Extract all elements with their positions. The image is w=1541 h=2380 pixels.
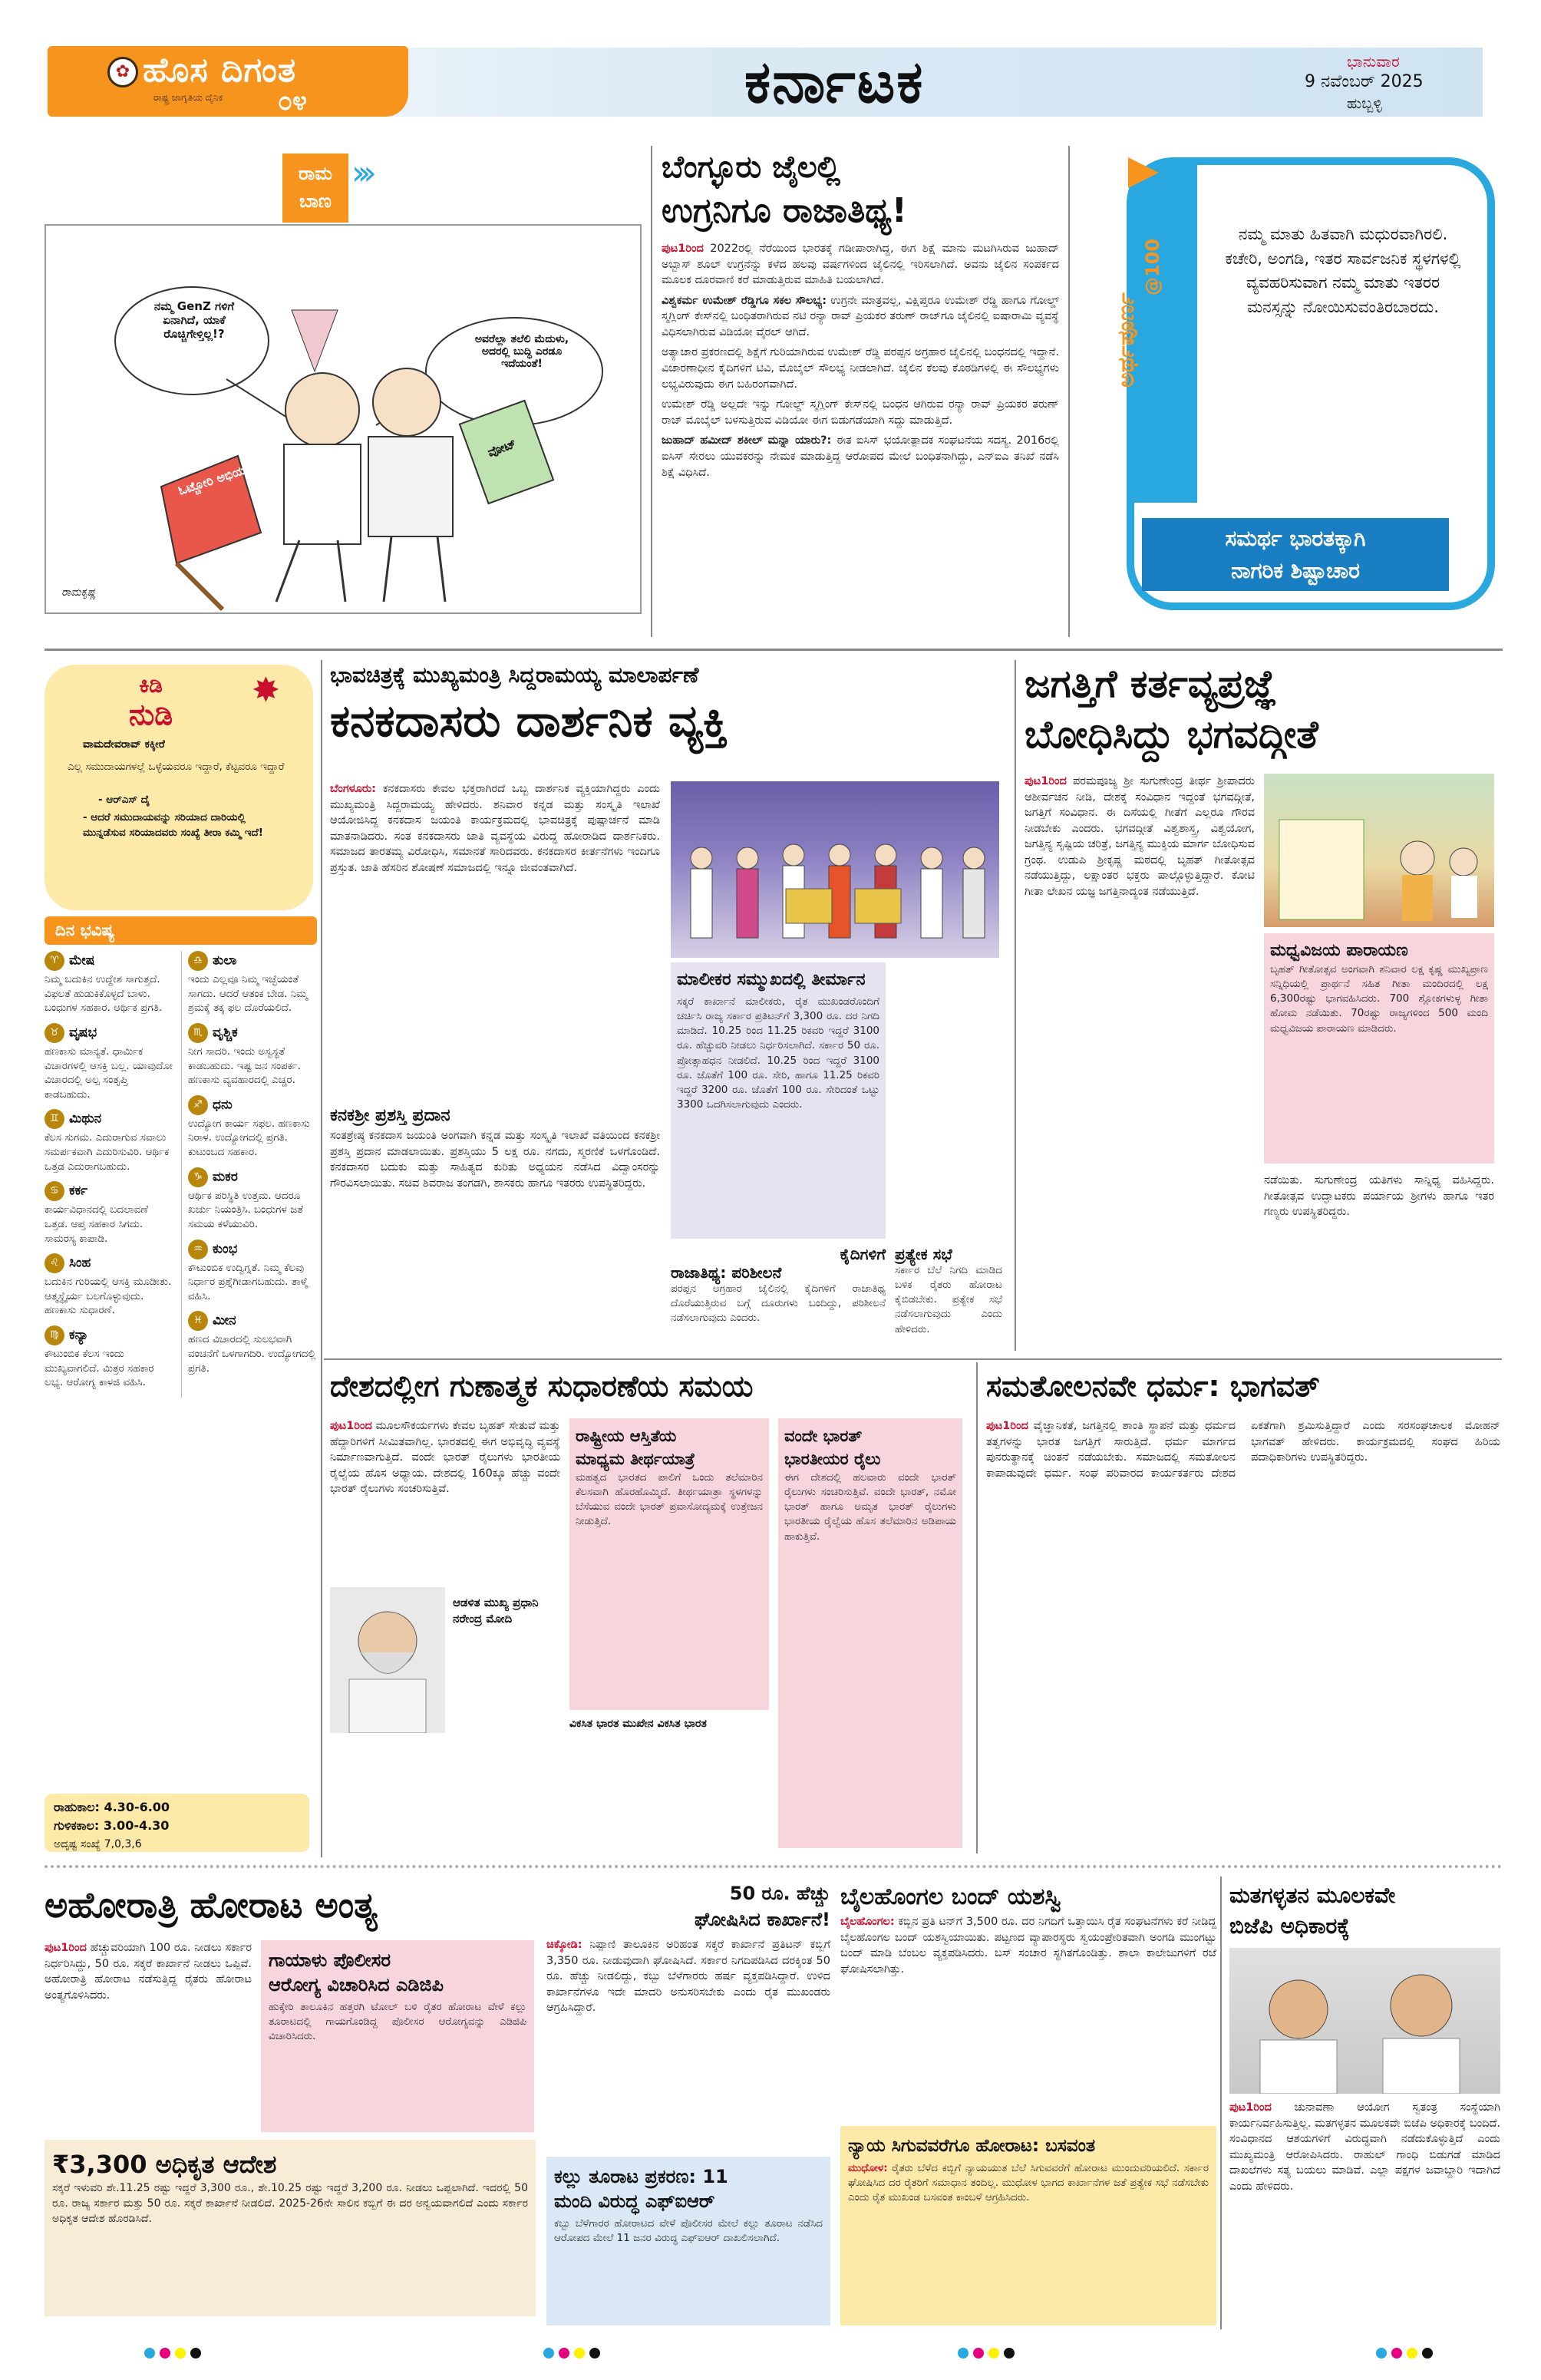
horoscope-entry (188, 951, 317, 1015)
madhwa-body: ಬೃಹತ್ ಗೀತೋತ್ಸವ ಅಂಗವಾಗಿ ಶನಿವಾರ ಲಕ್ಷ ಕೃಷ್ಣ ಮುಖ್ಯಪ್ರಾಣ ಸನ್ನಿಧಿಯಲ್ಲಿ ಪ್ರಾರ್ಥನೆ ಸಹಿತ ಗೀತಾ ಮಂದಿರದಲ್ಲಿ ಲಕ್ಷ 6,300ರಷ್ಟು ಭಾಗವಹಿಸಿದರು. 700 ಶ್ಲೋಕಗಳುಳ್ಳ ಗೀತಾ ಹೋಮ ನಡೆಯಿತು. 70ರಷ್ಟು ರಾಜ್ಯಗಳಿಂದ 500 ಮಂದಿ ಮಧ್ವವಿಜಯ ಪಾರಾಯಣ ಮಾಡಿದರು. (1270, 963, 1488, 1035)
gita-body (1025, 774, 1255, 905)
zodiac-name: ಮಕರ (213, 1169, 238, 1185)
samatolana-body (986, 1418, 1500, 1481)
registration-marks-right (1374, 2347, 1435, 2362)
gita-body-text: ಪರಮಪೂಜ್ಯ ಶ್ರೀ ಸುಗುಣೇಂದ್ರ ತೀರ್ಥ ಶ್ರೀಪಾದರು ಆಶೀರ್ವಚನ ನೀಡಿ, ದೇಶಕ್ಕೆ ಸಂವಿಧಾನ ಇದ್ದಂತೆ ಭಗವದ್ಗೀತೆ, ಜಗತ್ತಿಗೆ ಸಂವಿಧಾನ. ಈ ದಿಸೆಯಲ್ಲಿ ಗೀತೆಗೆ ಎಲ್ಲರೂ ಗೌರವ ನೀಡಬೇಕು ಎಂದರು. ಭಗವದ್ಗೀತೆ ವಿಶ್ವಶಾಸ್ತ್ರ, ವಿಶ್ವಯೋಗ, ಜಗತ್ತಿನ್ಯ ಸೃಷ್ಟಿಯ ಚರಿತ್ರೆ, ಜಗತ್ತಿನ್ಯ ಮುಕ್ತಿಯ ಮಾರ್ಗ ಬೋಧಿಸುವ ಗ್ರಂಥ. ಉಡುಪಿ ಶ್ರೀಕೃಷ್ಣ ಮಠದಲ್ಲಿ ಬೃಹತ್ ಗೀತೋತ್ಸವ ನಡೆಯುತ್ತಿದ್ದು, ಲಕ್ಷಾಂತರ ಭಕ್ತರು ಪಾಲ್ಗೊಳ್ಳುತ್ತಿದ್ದಾರೆ. ಕೋಟಿ ಗೀತಾ ಲೇಖನ ಯಜ್ಞ ಜಗತ್ತಿನಾದ್ಯಂತ ನಡೆಯುತ್ತಿದೆ. (1025, 775, 1255, 899)
gulikakala: ಗುಳಿಕಕಾಲ: 3.00-4.30 (54, 1818, 170, 1833)
kanakadasa-kicker: ಭಾವಚಿತ್ರಕ್ಕೆ ಮುಖ್ಯಮಂತ್ರಿ ಸಿದ್ದರಾಮಯ್ಯ ಮಾಲಾರ್ಪಣೆ (330, 662, 699, 688)
ad-banner (1142, 518, 1449, 591)
kidi-item-3: - ಆದರೆ ಸಮುದಾಯವನ್ನು ಸರಿಯಾದ ದಾರಿಯಲ್ಲಿ ಮುನ್ನಡೆಸುವ ಸರಿಯಾದವರು ಸಂಖ್ಯೆ ತೀರಾ ಕಮ್ಮಿ ಇದೆ! (83, 811, 263, 839)
horoscope-entry (188, 1311, 317, 1375)
ahoratri-headline: ಅಹೋರಾತ್ರಿ ಹೋರಾಟ ಅಂತ್ಯ (45, 1884, 378, 1926)
factory-headline-1: 50 ರೂ. ಹೆಚ್ಚು (729, 1883, 830, 1904)
factory-body (546, 1937, 830, 2016)
sabha-body: ಸರ್ಕಾರ ಬೆಲೆ ನಿಗದಿ ಮಾಡಿದ ಬಳಿಕ ರೈತರು ಹೋರಾಟ ಕೈಬಿಡಬೇಕು. ಪ್ರತ್ಯೇಕ ಸಭೆ ನಡೆಸಲಾಗುವುದು ಎಂದು ಹೇಳಿದರು. (895, 1264, 1002, 1335)
temple-photo (1264, 774, 1494, 927)
zodiac-name: ಮೀನ (213, 1312, 236, 1329)
samatolana-dateline: ಪುಟ1ರಿಂದ (986, 1420, 1028, 1432)
national-pilgrimage-box (569, 1418, 769, 1710)
zodiac-prediction: ಬದುಕಿನ ಗುರಿಯಲ್ಲಿ ಆಸಕ್ತಿ ಮೂಡೀತು. ಆತ್ಮಸ್ಥೈರ್ಯ ಬಲಗೊಳ್ಳುವುದು. ಹಣಕಾಸು ಸುಧಾರಣೆ. (45, 1276, 172, 1317)
rama-bana-line2: ಬಾಣ (299, 190, 332, 212)
kaidi-title-1: ಕೈದಿಗಳಿಗೆ (840, 1245, 886, 1263)
kidi-nudi-box (45, 665, 313, 910)
ahoratri-body (45, 1940, 252, 2008)
kidi-title-1: ಕಿಡಿ (139, 672, 163, 698)
zodiac-name: ಕುಂಭ (213, 1241, 238, 1256)
jail-headline-2: ಉಗ್ರನಿಗೂ ರಾಜಾತಿಥ್ಯ! (662, 191, 907, 230)
pilgrimage-body: ಮಹತ್ವದ ಭಾರತದ ಪಾಲಿಗೆ ಒಂದು ತಲೆಮಾರಿನ ಕೆಲಸವಾಗಿ ಹೊರಹೊಮ್ಮಿದೆ. ತೀರ್ಥಯಾತ್ರಾ ಸ್ಥಳಗಳನ್ನು ಬೆಸೆಯುವ ವಂದೇ ಭಾರತ್ ಪ್ರವಾಸೋದ್ಯಮಕ್ಕೆ ಉತ್ತೇಜನ ನೀಡುತ್ತಿದೆ. (576, 1471, 763, 1528)
matagallatana-headline-2: ಬಿಜೆಪಿ ಅಧಿಕಾರಕ್ಕೆ (1229, 1913, 1350, 1939)
reform-headline: ದೇಶದಲ್ಲೀಗ ಗುಣಾತ್ಮಕ ಸುಧಾರಣೆಯ ಸಮಯ (330, 1369, 754, 1403)
divider (321, 660, 322, 1857)
cartoon-box-text: ವೋಟ್ (485, 436, 519, 460)
logo-text: ಹೊಸ ದಿಗಂತ (143, 51, 297, 90)
zodiac-prediction: ಇಂದು ಎಲ್ಲವೂ ನಿಮ್ಮ ಇಚ್ಛೆಯಂತೆ ಸಾಗದು. ಆದರೆ ಆತಂಕ ಬೇಡ. ನಿಮ್ಮ ಶ್ರಮಕ್ಕೆ ತಕ್ಕ ಫಲ ದೊರೆಯಲಿದೆ. (188, 973, 308, 1015)
reform-body-text: ಮೂಲಸೌಕರ್ಯಗಳು ಕೇವಲ ಬೃಹತ್ ಸೇತುವೆ ಮತ್ತು ಹೆದ್ದಾರಿಗಳಿಗೆ ಸೀಮಿತವಾಗಿಲ್ಲ. ಭಾರತದಲ್ಲಿ ಈಗ ಅಭಿವೃದ್ಧಿ ವ್ಯವಸ್ಥೆ ನಿರ್ಮಾಣವಾಗುತ್ತಿದೆ. ವಂದೇ ಭಾರತ್ ರೈಲುಗಳು ಭಾರತೀಯ ರೈಲ್ವೆಯ ಹೊಸ ಅಧ್ಯಾಯ. ದೇಶದಲ್ಲಿ 160ಕ್ಕೂ ಹೆಚ್ಚು ವಂದೇ ಭಾರತ್ ರೈಲುಗಳು ಸಂಚರಿಸುತ್ತಿವೆ. (330, 1420, 561, 1496)
horoscope-entry (188, 1240, 317, 1304)
jail-body-5: ಈತ ಐಸಿಸ್ ಭಯೋತ್ಪಾದಕ ಸಂಘಟನೆಯ ಸದಸ್ಯ. 2016ರಲ್ಲಿ ಐಸಿಸ್ ಸೇರಲು ಯುವಕರನ್ನು ನೇಮಕ ಮಾಡುತ್ತಿದ್ದ ಆರೋಪದ ಮೇಲೆ ಬಂಧಿತನಾಗಿದ್ದು, ಎನ್‌ಐಎ ತನಿಖೆ ನಡೆಸಿ ಶಿಕ್ಷೆ ವಿಧಿಸಿದೆ. (662, 434, 1059, 479)
ahoratri-dateline: ಪುಟ1ರಿಂದ (45, 1942, 87, 1954)
factory-story (546, 1880, 830, 2326)
divider (45, 649, 1503, 651)
matagallatana-dateline: ಪುಟ1ರಿಂದ (1229, 2101, 1272, 2114)
kaidi-box (671, 1245, 886, 1325)
zodiac-prediction: ಹಣದ ವಿಚಾರದಲ್ಲಿ ಸುಲಭವಾಗಿ ವಂಚನೆಗೆ ಒಳಗಾಗದಿರಿ. ಉದ್ಯೋಗದಲ್ಲಿ ಪ್ರಗತಿ. (188, 1333, 316, 1375)
adgp-box (261, 1940, 534, 2132)
matagallatana-story (1229, 1880, 1500, 2326)
spark-icon: ✸ (252, 671, 280, 710)
zodiac-name: ಮೇಷ (69, 952, 95, 969)
cartoon-bubble-right: ಅವರೆಲ್ಲಾ ತಲೆಲಿ ಮೆದುಳು, ಅದರಲ್ಲಿ ಬುದ್ಧಿ ಎರಡೂ ಇದೆಯಂತೆ! (474, 333, 569, 370)
horoscope-entry (45, 1109, 173, 1173)
gita-body-2: ನಡೆಯಿತು. ಸುಗುಣೇಂದ್ರ ಯತಿಗಳು ಸಾನ್ನಿಧ್ಯ ವಹಿಸಿದ್ದರು. ಗೀತೋತ್ಸವ ಉದ್ಘಾಟಕರು ಪರ್ಯಾಯ ಶ್ರೀಗಳು ಹಾಗೂ ಇತರ ಗಣ್ಯರು ಉಪಸ್ಥಿತರಿದ್ದರು. (1264, 1174, 1494, 1219)
zodiac-name: ಮಿಥುನ (69, 1111, 102, 1127)
horoscope (45, 916, 317, 1860)
horoscope-entry (188, 1167, 317, 1232)
matagallatana-body (1229, 2100, 1500, 2194)
ahoratri-story (45, 1880, 536, 2326)
modi-photo (330, 1587, 445, 1733)
zodiac-name: ಸಿಂಹ (69, 1255, 91, 1271)
gita-story (1025, 659, 1500, 1349)
modi-photo-caption: ಆಡಳಿತ ಮುಖ್ಯ ಪ್ರಧಾನಿ ನರೇಂದ್ರ ಮೋದಿ (453, 1596, 539, 1626)
jail-body-1: 2022ರಲ್ಲಿ ನೆರೆಯಿಂದ ಭಾರತಕ್ಕೆ ಗಡೀಪಾರಾಗಿದ್ದ, ಈಗ ಶಿಕ್ಷೆ ಮಾನು ಮಟಗಿಸಿರುವ ಜುಹಾದ್ ಅಬ್ಬಾಸ್ ಶೂಲ್ ಉಗ್ರನೆನ್ನು ಕಳೆದ ಹಲವು ವರ್ಷಗಳಿಂದ ಜೈಲಿನಲ್ಲಿ ಇರಿಸಲಾಗಿದೆ. ಅವನು ಜೈಲಿನ ಸಂಪರ್ಕದ ಮೂಲಕ ದೂರವಾಣಿ ಕರೆ ಮಾಡುತ್ತಿರುವ ಮಾಹಿತಿ ಬಯಲಾಗಿದೆ. (662, 243, 1060, 287)
nyaya-body-text: ರೈತರು ಬೆಳೆದ ಕಬ್ಬಿಗೆ ನ್ಯಾಯಯುತ ಬೆಲೆ ಸಿಗುವವರೆಗೆ ಹೋರಾಟ ಮುಂದುವರಿಯಲಿದೆ. ಸರ್ಕಾರ ಘೋಷಿಸಿದ ದರ ರೈತರಿಗೆ ಸಮಾಧಾನ ತಂದಿಲ್ಲ. ಮುಧೋಳ ಭಾಗದ ಕಾರ್ಖಾನೆಗಳ ಜತೆ ಪ್ರತ್ಯೇಕ ಸಭೆ ನಡೆಸಬೇಕು ಎಂದು ರೈತ ಮುಖಂಡ ಬಸವಂತ ಕಾಂಬಳೆ ಆಗ್ರಹಿಸಿದರು. (848, 2162, 1209, 2204)
bailhongal-body (840, 1914, 1216, 1977)
jail-dateline: ಪುಟ1ರಿಂದ (662, 243, 704, 255)
zodiac-prediction: ಕೌಟುಂಬಿಕ ಕೆಲಸ ಇಂದು ಮುಖ್ಯವಾಗಲಿದೆ. ಮಿತ್ರರ ಸಹಕಾರ ಲಭ್ಯ. ಆರೋಗ್ಯ ಕಾಳಜಿ ವಹಿಸಿ. (45, 1348, 154, 1389)
horoscope-entry (45, 1253, 173, 1318)
bailhongal-story (840, 1880, 1216, 2326)
jail-sub-1: ವಿಶ್ವಕರ್ಮ ಉಮೇಶ್ ರೆಡ್ಡಿಗೂ ಸಕಲ ಸೌಲಭ್ಯ: (662, 294, 827, 307)
issue-date: 9 ನವೆಂಬರ್ 2025 (1305, 72, 1424, 91)
zodiac-prediction: ಹಣಕಾಸು ಮಾನ್ಯತೆ. ಧಾರ್ಮಿಕ ವಿಚಾರಗಳಲ್ಲಿ ಆಸಕ್ತಿ ಬಲ್ಲ. ಯಾವುದೋ ವಿಚಾರದಲ್ಲಿ ಅಲ್ಪ ಸಂತೃಪ್ತಿ ಕಾಡಬಹುದು. (45, 1045, 173, 1101)
factory-dateline: ಚಿಕ್ಕೋಡಿ: (546, 1939, 582, 1951)
jail-sub-2: ಜುಹಾದ್ ಹಮೀದ್ ಶಕೀಲ್ ಮನ್ನಾ ಯಾರು?: (662, 434, 832, 447)
kanakadasa-dateline: ಬೆಂಗಳೂರು: (330, 783, 376, 795)
reform-body (330, 1418, 560, 1502)
vande-bharat-title-2: ಭಾರತೀಯರ ರೈಲು (784, 1450, 881, 1468)
fir-box (546, 2157, 830, 2326)
jail-story (662, 146, 1059, 637)
zodiac-icon: ♈ (45, 951, 64, 971)
saffron-flag-icon (1128, 157, 1159, 188)
zodiac-prediction: ನೀಗ ಸಾದರಿ. ಇಂದು ಅಸ್ವಸ್ಥತೆ ಕಾಡಬಹುದು. ಇಷ್ಟ ಜನ ಸಂಪರ್ಕ. ಹಣಕಾಸು ವ್ಯವಹಾರದಲ್ಲಿ ಎಚ್ಚರ. (188, 1045, 302, 1087)
lucky-numbers: ಅದೃಷ್ಟ ಸಂಖ್ಯೆ 7,0,3,6 (54, 1838, 142, 1850)
zodiac-name: ವೃಷಭ (69, 1025, 97, 1041)
sugarcane-box-title: ಮಾಲೀಕರ ಸಮ್ಮುಖದಲ್ಲಿ ತೀರ್ಮಾನ (677, 970, 866, 989)
portrait-photo (330, 1587, 445, 1733)
cartoon-placard-text: ಓಟ್ಚೋರಿ ಅಭಿಯಾನ (176, 459, 258, 498)
samatolana-headline: ಸಮತೋಲನವೇ ಧರ್ಮ: ಭಾಗವತ್ (986, 1369, 1320, 1403)
fir-body: ಕಬ್ಬು ಬೆಳೆಗಾರರ ಹೋರಾಟದ ವೇಳೆ ಪೊಲೀಸರ ಮೇಲೆ ಕಲ್ಲು ತೂರಾಟ ನಡೆಸಿದ ಆರೋಪದ ಮೇಲೆ 11 ಜನರ ವಿರುದ್ಧ ಎಫ್‌ಐಆರ್ ದಾಖಲಿಸಲಾಗಿದೆ. (554, 2217, 823, 2245)
vikasit-bharat-sub: ವಿಕಸಿತ ಭಾರತ ಮುಖೇನ ವಿಕಸಿತ ಭಾರತ (569, 1718, 707, 1730)
divider (976, 1362, 978, 1853)
rahukala-box (45, 1794, 309, 1852)
kanakadasa-body-text: ಕನಕದಾಸರು ಕೇವಲ ಭಕ್ತರಾಗಿರದೆ ಒಬ್ಬ ದಾರ್ಶನಿಕ ವ್ಯಕ್ತಿಯಾಗಿದ್ದರು ಎಂದು ಮುಖ್ಯಮಂತ್ರಿ ಸಿದ್ದರಾಮಯ್ಯ ಹೇಳಿದರು. ಶನಿವಾರ ಕನ್ನಡ ಮತ್ತು ಸಂಸ್ಕೃತಿ ಇಲಾಖೆ ಆಯೋಜಿಸಿದ್ದ ಕನಕದಾಸ ಜಯಂತಿ ಕಾರ್ಯಕ್ರಮದಲ್ಲಿ ಭಾವಚಿತ್ರಕ್ಕೆ ಪುಷ್ಪಾರ್ಚನೆ ಮಾಡಿ ಮಾತನಾಡಿದರು. ಸಂತ ಕನಕದಾಸರು ಜಾತಿ ವ್ಯವಸ್ಥೆಯ ವಿರುದ್ಧ ಹೋರಾಡಿದ ದಾರ್ಶನಿಕರು. ಸಮಾಜದ ತಾರತಮ್ಯ ವಿರೋಧಿಸಿ, ಸಮಾನತೆ ಸಾರಿದವರು. ಕನಕದಾಸರ ಕೀರ್ತನೆಗಳು ಇಂದಿಗೂ ಪ್ರಸ್ತುತ. ಜಾತಿ ಹೆಸರಿನ ಶೋಷಣೆ ಸಮಾಜದಲ್ಲಿ ಇನ್ನೂ ಜೀವಂತವಾಗಿದೆ. (330, 783, 661, 874)
horoscope-grid (45, 951, 317, 1398)
madhwa-title: ಮಧ್ವವಿಜಯ ಪಾರಾಯಣ (1270, 941, 1408, 960)
zodiac-icon: ♍ (45, 1325, 64, 1345)
kanakashri-body: ಸಂತಶ್ರೇಷ್ಠ ಕನಕದಾಸ ಜಯಂತಿ ಅಂಗವಾಗಿ ಕನ್ನಡ ಮತ್ತು ಸಂಸ್ಕೃತಿ ಇಲಾಖೆ ವತಿಯಿಂದ ಕನಕಶ್ರೀ ಪ್ರಶಸ್ತಿ ಪ್ರದಾನ ಮಾಡಲಾಯಿತು. ಪ್ರಶಸ್ತಿಯು 5 ಲಕ್ಷ ರೂ. ನಗದು, ಸ್ಮರಣಿಕೆ ಒಳಗೊಂಡಿದೆ. ಕನಕದಾಸರ ಬದುಕು ಮತ್ತು ಸಾಹಿತ್ಯದ ಕುರಿತು ಅಧ್ಯಯನ ನಡೆಸಿದ ವಿದ್ವಾಂಸರನ್ನು ಗೌರವಿಸಲಾಯಿತು. ಸಚಿವ ಶಿವರಾಜ ತಂಗಡಗಿ, ಶಾಸಕರು ಹಾಗೂ ಇತರರು ಉಪಸ್ಥಿತರಿದ್ದರು. (330, 1130, 660, 1190)
zodiac-icon: ♏ (188, 1023, 208, 1043)
matagallatana-headline-1: ಮತಗಳ್ಳತನ ಮೂಲಕವೇ (1229, 1883, 1396, 1908)
zodiac-icon: ♎ (188, 951, 208, 971)
kidi-nudi-title (129, 672, 173, 731)
zodiac-name: ವೃಶ್ಚಿಕ (213, 1025, 238, 1041)
pilgrimage-title-1: ರಾಷ್ಟ್ರೀಯ ಆಸ್ತಿತೆಯ (576, 1427, 677, 1445)
cartoon-illustration (46, 226, 640, 612)
issue-day: ಭಾನುವಾರ (1347, 52, 1400, 71)
divider (651, 146, 652, 637)
bailhongal-dateline: ಬೈಲಹೊಂಗಲ: (840, 1916, 895, 1928)
horoscope-column (181, 951, 317, 1398)
horoscope-entry (45, 1325, 173, 1390)
adgp-body: ಹುಕ್ಕೇರಿ ತಾಲೂಕಿನ ಹತ್ತರಗಿ ಟೋಲ್ ಬಳಿ ರೈತರ ಹೋರಾಟ ವೇಳೆ ಕಲ್ಲು ತೂರಾಟದಲ್ಲಿ ಗಾಯಗೊಂಡಿದ್ದ ಪೊಲೀಸರ ಆರೋಗ್ಯವನ್ನು ಎಡಿಜಿಪಿ ವಿಚಾರಿಸಿದರು. (269, 2001, 526, 2043)
bailhongal-body-text: ಕಬ್ಬಿನ ಪ್ರತಿ ಟನ್‌ಗೆ 3,500 ರೂ. ದರ ನಿಗದಿಗೆ ಒತ್ತಾಯಿಸಿ ರೈತ ಸಂಘಟನೆಗಳು ಕರೆ ನೀಡಿದ್ದ ಬೈಲಹೊಂಗಲ ಬಂದ್ ಯಶಸ್ವಿಯಾಯಿತು. ಪಟ್ಟಣದ ವ್ಯಾಪಾರಸ್ಥರು ಸ್ವಯಂಪ್ರೇರಿತವಾಗಿ ಅಂಗಡಿ ಮುಂಗಟ್ಟು ಬಂದ್ ಮಾಡಿ ಬೆಂಬಲ ವ್ಯಕ್ತಪಡಿಸಿದರು. ಬಸ್ ಸಂಚಾರ ಸ್ಥಗಿತಗೊಂಡಿತ್ತು. ಶಾಲಾ ಕಾಲೇಜುಗಳಿಗೆ ರಜೆ ಘೋಷಿಸಲಾಗಿತ್ತು. (840, 1916, 1217, 1976)
zodiac-icon: ♌ (45, 1253, 64, 1273)
fir-title-1: ಕಲ್ಲು ತೂರಾಟ ಪ್ರಕರಣ: 11 (554, 2166, 728, 2187)
kanakashri-headline: ಕನಕಶ್ರೀ ಪ್ರಶಸ್ತಿ ಪ್ರದಾನ (330, 1106, 450, 1125)
zodiac-name: ಕನ್ಯಾ (69, 1327, 89, 1343)
price-order-title: ₹3,300 ಅಧಿಕೃತ ಆದೇಶ (52, 2150, 277, 2179)
rahukala: ರಾಹುಕಾಲ: 4.30-6.00 (54, 1800, 170, 1814)
bailhongal-headline: ಬೈಲಹೊಂಗಲ ಬಂದ್ ಯಶಸ್ವಿ (840, 1883, 1061, 1910)
siddaramaiah-photo (1229, 1948, 1500, 2094)
press-photo (1229, 1948, 1500, 2094)
cartoon-bubble-left: ನಮ್ಮ GenZ ಗಳಿಗೆ ಏನಾಗಿದೆ, ಯಾಕೆ ರೊಚ್ಚಿಗೇಳ್ತಿಲ್ಲ!? (153, 299, 235, 341)
nyaya-dateline: ಮುಧೋಳ: (848, 2162, 888, 2174)
kidi-author: ವಾಮದೇವರಾವ್ ಕಕ್ಕೀರೆ (83, 738, 165, 751)
zodiac-prediction: ಉದ್ಯೋಗ ಕಾರ್ಯ ಸಫಲ. ಹಣಕಾಸು ನಿರಾಳ. ಉದ್ಯೋಗದಲ್ಲಿ ಪ್ರಗತಿ. ಕುಟುಂಬದ ಸಹಕಾರ. (188, 1117, 310, 1158)
ad-badge: @100 (1142, 238, 1163, 295)
gita-dateline: ಪುಟ1ರಿಂದ (1025, 775, 1067, 787)
jail-body-4: ಉಮೇಶ್ ರೆಡ್ಡಿ ಅಲ್ಲದೇ ಇನ್ನು ಗೋಲ್ಡ್ ಸ್ಮಗ್ಲಿಂಗ್ ಕೇಸ್‌ನಲ್ಲಿ ಬಂಧನ ಆಗಿರುವ ರನ್ಯಾ ರಾವ್ ಪ್ರಿಯಕರ ತರುಣ್ ರಾಜ್ ಮೊಬೈಲ್ ಬಳಸುತ್ತಿರುವ ವಿಡಿಯೋ ಈಗ ಬಿಡುಗಡೆಯಾಗಿ ಸದ್ದು ಮಾಡುತ್ತಿದೆ. (662, 398, 1059, 427)
samatolana-body-text: ವೈಜ್ಞಾನಿಕತೆ, ಜಗತ್ತಿನಲ್ಲಿ ಶಾಂತಿ ಸ್ಥಾಪನೆ ಮತ್ತು ಧರ್ಮದ ತತ್ವಗಳನ್ನು ಭಾರತ ಜಗತ್ತಿಗೆ ಸಾರುತ್ತಿದೆ. ಧರ್ಮ ಮಾರ್ಗದ ಪುನರುತ್ಥಾನಕ್ಕೆ ಚಿಂತನೆ ನಡೆಯಬೇಕು. ಸಮಾಜದಲ್ಲಿ ಸಮತೋಲನ ಕಾಪಾಡುವುದೇ ಧರ್ಮ. ಸಂಘ ಪರಿವಾರದ ಕಾರ್ಯಕರ್ತರು ದೇಶದ ಏಕತೆಗಾಗಿ ಶ್ರಮಿಸುತ್ತಿದ್ದಾರೆ ಎಂದು ಸರಸಂಘಚಾಲಕ ಮೋಹನ್ ಭಾಗವತ್ ಹೇಳಿದರು. ಕಾರ್ಯಕ್ರಮದಲ್ಲಿ ಸಂಘದ ಹಿರಿಯ ಪದಾಧಿಕಾರಿಗಳು ಉಪಸ್ಥಿತರಿದ್ದರು. (986, 1420, 1500, 1480)
zodiac-icon: ♋ (45, 1181, 64, 1201)
factory-body-text: ನಿಪ್ಪಾಣಿ ತಾಲೂಕಿನ ಅರಿಹಂತ ಸಕ್ಕರೆ ಕಾರ್ಖಾನೆ ಪ್ರತಿಟನ್ ಕಬ್ಬಿಗೆ 3,350 ರೂ. ನೀಡುವುದಾಗಿ ಘೋಷಿಸಿದೆ. ಸರ್ಕಾರ ನಿಗದಿಪಡಿಸಿದ ದರಕ್ಕಿಂತ 50 ರೂ. ಹೆಚ್ಚು ನೀಡಲಿದ್ದು, ಕಬ್ಬು ಬೆಳೆಗಾರರು ಹರ್ಷ ವ್ಯಕ್ತಪಡಿಸಿದ್ದಾರೆ. ಉಳಿದ ಕಾರ್ಖಾನೆಗಳೂ ಇದೇ ಮಾದರಿ ಅನುಸರಿಸಬೇಕು ಎಂದು ರೈತ ಮುಖಂಡರು ಆಗ್ರಹಿಸಿದ್ದಾರೆ. (546, 1939, 830, 2015)
horoscope-entry (45, 951, 173, 1015)
zodiac-name: ಕರ್ಕ (69, 1183, 88, 1199)
kanakadasa-headline: ಕನಕದಾಸರು ದಾರ್ಶನಿಕ ವ್ಯಕ್ತಿ (330, 695, 728, 747)
kanakashri-section (330, 1104, 660, 1191)
cartoon-signature: ರಾಮಕೃಷ್ಣ (61, 586, 97, 599)
section-title: ಕರ್ನಾಟಕ (744, 48, 925, 116)
zodiac-prediction: ನಿಮ್ಮ ಬದುಕಿನ ಉದ್ದೇಶ ಸಾಗುತ್ತದೆ. ವಿಫಲತೆ ಹುಡುಕಿಕೊಳ್ಳದೆ ಬಾಳು. ಬಂಧುಗಳ ಸಹಕಾರ. ಆರ್ಥಿಕ ಪ್ರಗತಿ. (45, 973, 163, 1015)
zodiac-icon: ♊ (45, 1109, 64, 1129)
horoscope-entry (45, 1023, 173, 1102)
horoscope-entry (188, 1095, 317, 1160)
matagallatana-body-text: ಚುನಾವಣಾ ಆಯೋಗ ಸ್ವತಂತ್ರ ಸಂಸ್ಥೆಯಾಗಿ ಕಾರ್ಯನಿರ್ವಹಿಸುತ್ತಿಲ್ಲ. ಮತಗಳ್ಳತನ ಮೂಲಕವೇ ಬಿಜೆಪಿ ಅಧಿಕಾರಕ್ಕೆ ಬಂದಿದೆ. ಸಂವಿಧಾನದ ಆಶಯಗಳಿಗೆ ವಿರುದ್ಧವಾಗಿ ನಡೆದುಕೊಳ್ಳುತ್ತಿದೆ ಎಂದು ಮುಖ್ಯಮಂತ್ರಿ ಆರೋಪಿಸಿದರು. ರಾಹುಲ್ ಗಾಂಧಿ ಬಿಡುಗಡೆ ಮಾಡಿದ ದಾಖಲೆಗಳು ಸತ್ಯ ಬಯಲು ಮಾಡಿವೆ. ಎಲ್ಲಾ ಪಕ್ಷಗಳ ಜವಾಬ್ದಾರಿ ಇದಾಗಿದೆ ಎಂದು ಹೇಳಿದರು. (1229, 2101, 1501, 2193)
logo-tagline: ರಾಷ್ಟ್ರ ಜಾಗೃತಿಯ ದೈನಿಕ (153, 92, 223, 103)
zodiac-icon: ♒ (188, 1240, 208, 1259)
kaidi-body: ಪರಪ್ಪನ ಅಗ್ರಹಾರ ಜೈಲಿನಲ್ಲಿ ಕೈದಿಗಳಿಗೆ ರಾಜಾತಿಥ್ಯ ದೊರೆಯುತ್ತಿರುವ ಬಗ್ಗೆ ದೂರುಗಳು ಬಂದಿದ್ದು, ಪರಿಶೀಲನೆ ನಡೆಸಲಾಗುವುದು ಎಂದರು. (671, 1282, 886, 1325)
registration-marks-center-left (541, 2347, 602, 2362)
sabha-box (895, 1245, 1002, 1337)
rama-bana-label (282, 153, 348, 223)
zodiac-name: ಧನು (213, 1097, 233, 1113)
kidi-title-2: ನುಡಿ (129, 698, 173, 731)
registration-marks-center-right (955, 2347, 1017, 2362)
zodiac-icon: ♓ (188, 1311, 208, 1331)
jail-body-2: ಉಗ್ರನೇ ಮಾತ್ರವಲ್ಲ, ವಿಕ್ಷಿಪ್ತರೂ ಉಮೇಶ್ ರೆಡ್ಡಿ ಹಾಗೂ ಗೋಲ್ಡ್ ಸ್ಮಗ್ಲಿಂಗ್ ಕೇಸ್‌ನಲ್ಲಿ ಬಂಧಿತರಾಗಿರುವ ನಟಿ ರನ್ಯಾ ರಾವ್ ಪ್ರಿಯಕರ ತರುಣ್ ರಾಜ್‌ಗೂ ಜೈಲಿನಲ್ಲಿ ಐಷಾರಾಮಿ ವ್ಯವಸ್ಥೆ ವಿಧಿಸಲಾಗಿರುವ ವಿಡಿಯೋ ವೈರಲ್ ಆಗಿದೆ. (662, 294, 1059, 338)
jail-headline-1: ಬೆಂಗ್ಳೂರು ಜೈಲಲ್ಲಿ (662, 150, 840, 185)
fir-title-2: ಮಂದಿ ವಿರುದ್ಧ ಎಫ್‌ಐಆರ್ (554, 2190, 715, 2212)
zodiac-icon: ♐ (188, 1095, 208, 1115)
registration-marks-left (142, 2347, 203, 2362)
reform-dateline: ಪುಟ1ರಿಂದ (330, 1420, 372, 1432)
vande-bharat-box (778, 1418, 962, 1848)
award-ceremony-photo (671, 781, 999, 958)
kanakadasa-story (330, 659, 1005, 1349)
ad-banner-line1: ಸಮರ್ಥ ಭಾರತಕ್ಕಾಗಿ (1225, 526, 1366, 551)
lotus-icon: ✿ (107, 57, 138, 87)
divider (1220, 1877, 1222, 2329)
gita-photo (1264, 774, 1494, 927)
issue-city: ಹುಬ್ಬಳ್ಳಿ (1347, 95, 1382, 112)
divider (1068, 146, 1070, 637)
cartoon-frame (45, 224, 642, 614)
ahoratri-body-text: ಹೆಚ್ಚುವರಿಯಾಗಿ 100 ರೂ. ನೀಡಲು ಸರ್ಕಾರ ನಿರ್ಧರಿಸಿದ್ದು, 50 ರೂ. ಸಕ್ಕರೆ ಕಾರ್ಖಾನೆ ನೀಡಲು ಒಪ್ಪಿವೆ. ಅಹೋರಾತ್ರಿ ಹೋರಾಟ ನಡೆಸುತ್ತಿದ್ದ ರೈತರು ಹೋರಾಟ ಅಂತ್ಯಗೊಳಿಸಿದರು. (45, 1942, 252, 2002)
factory-headline-2: ಘೋಷಿಸಿದ ಕಾರ್ಖಾನೆ! (694, 1909, 830, 1930)
adgp-title-2: ಆರೋಗ್ಯ ವಿಚಾರಿಸಿದ ಎಡಿಜಿಪಿ (269, 1974, 444, 1995)
kanakadasa-body (330, 781, 660, 880)
zodiac-icon: ♉ (45, 1023, 64, 1043)
divider (1015, 660, 1016, 1351)
horoscope-entry (188, 1023, 317, 1088)
horoscope-column (45, 951, 173, 1398)
bottom-dotted-separator (45, 1865, 1503, 1870)
kanakadasa-photo (671, 781, 999, 958)
zodiac-icon: ♑ (188, 1167, 208, 1187)
page-number: ೦೪ (278, 86, 308, 117)
vande-bharat-title-1: ವಂದೇ ಭಾರತ್ (784, 1427, 863, 1445)
pilgrimage-title-2: ಮಾಧ್ಯಮ ತೀರ್ಥಯಾತ್ರೆ (576, 1450, 695, 1468)
ad-message: ನಮ್ಮ ಮಾತು ಹಿತವಾಗಿ ಮಧುರವಾಗಿರಲಿ. ಕಚೇರಿ, ಅಂಗಡಿ, ಇತರ ಸಾರ್ವಜನಿಕ ಸ್ಥಳಗಳಲ್ಲಿ ವ್ಯವಹರಿಸುವಾಗ ನಮ್ಮ ಮಾತು ಇತರರ ಮನಸ್ಸನ್ನು ನೋಯಿಸುವಂತಿರಬಾರದು. (1225, 225, 1461, 316)
masthead (0, 0, 1541, 153)
horoscope-title: ದಿನ ಭವಿಷ್ಯ (45, 916, 317, 945)
nyaya-body (848, 2161, 1209, 2205)
price-order-box (45, 2140, 536, 2316)
zodiac-prediction: ಕಾರ್ಯವಿಧಾನದಲ್ಲಿ ಬದಲಾವಣೆ ಒತ್ತಡ. ಆಪ್ತ ಸಹಕಾರ ಸಿಗದು. ಸಾಮರಸ್ಯ ಕಾಪಾಡಿ. (45, 1203, 149, 1245)
sugarcane-price-box (671, 962, 886, 1239)
civic-ad (1082, 157, 1500, 618)
madhwa-vijaya-box (1264, 933, 1494, 1164)
nyaya-box (840, 2126, 1216, 2326)
nyaya-title: ನ್ಯಾಯ ಸಿಗುವವರೆಗೂ ಹೋರಾಟ: ಬಸವಂತ (848, 2136, 1096, 2156)
kidi-item-1: ಎಲ್ಲ ಸಮುದಾಯಗಳಲ್ಲೆ ಒಳ್ಳೆಯವರೂ ಇದ್ದಾರೆ, ಕೆಟ್ಟವರೂ ಇದ್ದಾರೆ (68, 761, 285, 773)
price-order-body: ಸಕ್ಕರೆ ಇಳುವರಿ ಶೇ.11.25 ರಷ್ಟು ಇದ್ದರೆ 3,300 ರೂ., ಶೇ.10.25 ರಷ್ಟು ಇದ್ದರೆ 3,200 ರೂ. ನೀಡಲು ಒಪ್ಪಲಾಗಿದೆ. ಇದರಲ್ಲಿ 50 ರೂ. ರಾಜ್ಯ ಸರ್ಕಾರ ಮತ್ತು 50 ರೂ. ಸಕ್ಕರೆ ಕಾರ್ಖಾನೆ ನೀಡಲಿದೆ. 2025-26ನೇ ಸಾಲಿನ ಕಬ್ಬಿಗೆ ಈ ದರ ಅನ್ವಯವಾಗಲಿದೆ ಎಂದು ಸರ್ಕಾರ ಅಧಿಕೃತ ಆದೇಶ ಹೊರಡಿಸಿದೆ. (52, 2182, 528, 2225)
ad-banner-line2: ನಾಗರಿಕ ಶಿಷ್ಟಾಚಾರ (1231, 558, 1360, 583)
zodiac-prediction: ಕೆಲಸ ಸುಗಮ. ಎದುರಾಗುವ ಸವಾಲು ಸಮರ್ಪಕವಾಗಿ ಎದುರಿಸುವಿರಿ. ಆರ್ಥಿಕ ಒತ್ತಡ ಎದುರಾಗಬಹುದು. (45, 1131, 170, 1173)
vande-bharat-body: ಈಗ ದೇಶದಲ್ಲಿ ಹಲವಾರು ವಂದೇ ಭಾರತ್ ರೈಲುಗಳು ಸಂಚರಿಸುತ್ತಿವೆ. ವಂದೇ ಭಾರತ್, ನಮೋ ಭಾರತ್ ಹಾಗೂ ಅಮೃತ ಭಾರತ್ ರೈಲುಗಳು ಭಾರತೀಯ ರೈಲ್ವೆಯ ಹೊಸ ತಲೆಮಾರಿನ ಅಡಿಪಾಯ ಹಾಕುತ್ತಿವೆ. (784, 1471, 956, 1543)
reform-story (330, 1365, 967, 1856)
gita-headline-2: ಬೋಧಿಸಿದ್ದು ಭಗವದ್ಗೀತೆ (1025, 712, 1318, 757)
rama-bana-line1: ರಾಮ (299, 163, 332, 184)
kidi-item-2: - ಆರ್‌ಎಸ್ ದೈ (98, 794, 150, 806)
kaidi-title-2: ರಾಜಾತಿಥ್ಯ: ಪರಿಶೀಲನೆ (671, 1263, 782, 1282)
adgp-title-1: ಗಾಯಾಳು ಪೊಲೀಸರ (269, 1949, 391, 1971)
zodiac-name: ತುಲಾ (213, 952, 237, 969)
gita-headline-1: ಜಗತ್ತಿಗೆ ಕರ್ತವ್ಯಪ್ರಜ್ಞೆ (1025, 662, 1277, 706)
sabha-title: ಪ್ರತ್ಯೇಕ ಸಭೆ (895, 1245, 952, 1263)
horoscope-entry (45, 1181, 173, 1246)
zodiac-prediction: ಆರ್ಥಿಕ ಪರಿಸ್ಥಿತಿ ಉತ್ತಮ. ಆದರೂ ಖರ್ಚು ನಿಯಂತ್ರಿಸಿ. ಬಂಧುಗಳ ಜತೆ ಸಮಯ ಕಳೆಯುವಿರಿ. (188, 1189, 303, 1230)
divider (324, 1358, 1502, 1360)
jail-body-3: ಅತ್ಯಾಚಾರ ಪ್ರಕರಣದಲ್ಲಿ ಶಿಕ್ಷೆಗೆ ಗುರಿಯಾಗಿರುವ ಉಮೇಶ್ ರೆಡ್ಡಿ ಪರಪ್ಪನ ಅಗ್ರಹಾರ ಜೈಲಿನಲ್ಲಿ ಬಂಧನದಲ್ಲಿ ಇದ್ದಾನೆ. ವಿಚಾರಣಾಧೀನ ಕೈದಿಗಳಿಗೆ ಟಿವಿ, ಮೊಬೈಲ್ ಸೌಲಭ್ಯ ನೀಡಲಾಗಿದೆ. ಜೈಲಿನ ಕೆಲವು ಕೊಠಡಿಗಳಲ್ಲಿ ಈ ಸೌಲಭ್ಯಗಳು ಲಭ್ಯವಿರುವುದು ಈಗ ಬಹಿರಂಗವಾಗಿದೆ. (662, 346, 1059, 391)
sugarcane-box-body: ಸಕ್ಕರೆ ಕಾರ್ಖಾನೆ ಮಾಲೀಕರು, ರೈತ ಮುಖಂಡರೊಂದಿಗೆ ಚರ್ಚಿಸಿ ರಾಜ್ಯ ಸರ್ಕಾರ ಪ್ರತಿಟನ್‌ಗೆ 3,300 ರೂ. ದರ ನಿಗದಿ ಮಾಡಿದೆ. 10.25 ರಿಂದ 11.25 ರಿಕವರಿ ಇದ್ದರೆ 3100 ರೂ. ಹೆಚ್ಚುವರಿ ನೀಡಲು ನಿರ್ಧರಿಸಲಾಗಿದೆ. ಸರ್ಕಾರ 50 ರೂ. ಪ್ರೋತ್ಸಾಹಧನ ನೀಡಲಿದೆ. 10.25 ರಿಂದ ಇದ್ದರೆ 3100 ರೂ. ಜೊತೆಗೆ 100 ರೂ. ಸೇರಿ, ಹಾಗೂ 11.25 ರಿಕವರಿ ಇದ್ದರೆ 3200 ರೂ. ಜೊತೆಗೆ 100 ರೂ. ಸೇರಿದಂತೆ ಒಟ್ಟು 3300 ಒದಗಿಸಲಾಗುವುದು ಎಂದರು. (677, 995, 879, 1111)
logo-block (48, 46, 408, 117)
samatolana-story (986, 1365, 1500, 1856)
zodiac-prediction: ಕೌಟುಂಬಿಕ ಉದ್ವಿಗ್ನತೆ. ನಿಮ್ಮ ಕೆಲವು ನಿರ್ಧಾರ ಪ್ರಶ್ನೆಗೀಡಾಗಬಹುದು. ತಾಳ್ಮೆ ವಹಿಸಿ. (188, 1261, 309, 1302)
chevron-arrows-icon: ››› (351, 153, 369, 193)
ad-side-label: ಅರ್ಥಪೂರ್ಣ (1113, 292, 1140, 388)
